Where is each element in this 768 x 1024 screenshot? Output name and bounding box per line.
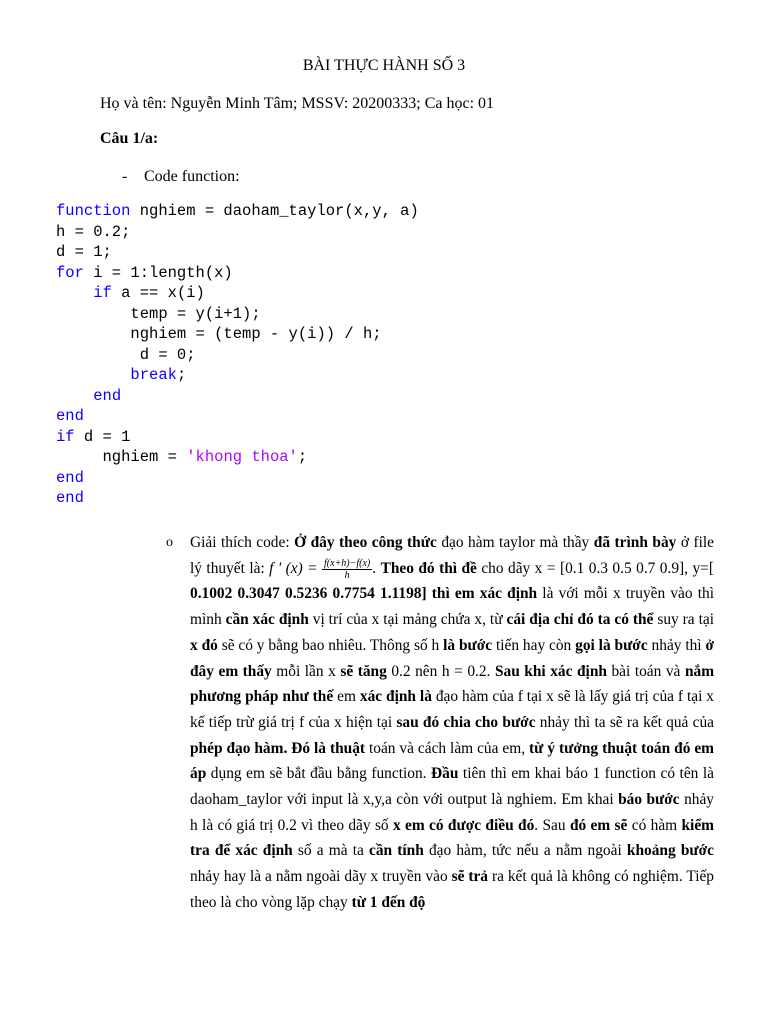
- bold-run: cần tính: [369, 842, 424, 860]
- bullet-code-function: [122, 168, 240, 186]
- code-line: [56, 468, 419, 489]
- code-keyword: if: [93, 284, 112, 302]
- bold-run: Đầu: [431, 765, 459, 783]
- code-text: nghiem = (temp - y(i)) / h;: [56, 325, 382, 343]
- code-keyword: end: [93, 386, 122, 405]
- text-run: mỗi lần x: [271, 662, 341, 680]
- formula-denominator: h: [344, 569, 350, 581]
- text-run: sẽ có y bằng bao nhiêu. Thông số h: [217, 636, 444, 654]
- bold-run: x đó: [190, 636, 218, 654]
- code-string: 'khong thoa': [186, 448, 298, 466]
- bold-run: đã trình bày: [593, 534, 677, 551]
- bold-run: từ ý tưởng thuật toán đó em áp: [190, 739, 714, 783]
- code-line: [56, 242, 419, 263]
- bold-run: cần xác định: [225, 611, 309, 629]
- code-line: [56, 406, 419, 427]
- bullet-dash: -: [122, 168, 128, 185]
- code-line: [56, 263, 419, 284]
- formula-lhs: f ' (x) =: [269, 559, 323, 577]
- text-run: có hàm: [627, 816, 682, 834]
- code-text: nghiem = daoham_taylor(x,y, a): [130, 202, 419, 220]
- code-text: h = 0.2;: [56, 222, 131, 241]
- text-run: vị trí của x tại mảng chứa x, từ: [308, 611, 507, 629]
- bold-run: Sau khi xác định: [494, 662, 607, 680]
- text-run: đạo hàm, tức nếu a nằm ngoài: [423, 842, 627, 860]
- text-run: dụng em sẽ bắt đầu bằng function.: [206, 765, 432, 783]
- text-run: nhảy hay là a nằm ngoài dãy x truyền vào: [190, 868, 452, 886]
- text-run: nhảy h là có giá trị 0.2 vì theo dãy số: [190, 791, 714, 834]
- text-run: đạo hàm taylor mà thầy: [436, 534, 594, 551]
- code-keyword: end: [56, 468, 84, 487]
- code-text: i = 1:length(x): [83, 263, 233, 282]
- bold-run: gọi là bước: [575, 636, 648, 654]
- code-line: [56, 283, 419, 304]
- bold-run: x em có được điều đó: [392, 816, 535, 834]
- code-keyword: for: [56, 263, 84, 282]
- code-explanation: [166, 530, 715, 916]
- text-run: 0.2 nên h = 0.2.: [386, 662, 495, 680]
- bold-run: sẽ tăng: [340, 662, 387, 680]
- text-run: suy ra tại: [653, 611, 714, 629]
- bold-run: Ở đây theo công thức: [294, 534, 437, 551]
- code-keyword: end: [56, 489, 84, 507]
- code-keyword: end: [56, 407, 84, 425]
- code-text: a == x(i): [111, 284, 205, 302]
- text-run: Giải thích code:: [190, 534, 295, 551]
- formula-numerator: f(x+h)−f(x): [324, 557, 371, 569]
- code-line: [56, 304, 419, 325]
- bold-run: kiểm tra để xác định: [190, 816, 714, 860]
- bold-run: đó em sẽ: [569, 816, 628, 834]
- text-run: .: [372, 559, 381, 577]
- text-run: đạo hàm của f tại x sẽ là lấy giá trị của f tại x kế tiếp trừ giá trị f của x hiện tại: [190, 688, 715, 731]
- bold-run: phép đạo hàm. Đó là thuật: [190, 739, 366, 757]
- text-run: cho dãy x = [0.1 0.3 0.5 0.7 0.9], y=[: [476, 559, 714, 577]
- code-line: [56, 488, 419, 509]
- code-line: [56, 447, 419, 468]
- text-run: toán và cách làm của em,: [365, 739, 530, 757]
- code-line: [56, 427, 419, 448]
- code-indent: [56, 366, 130, 384]
- code-text: ;: [176, 366, 187, 384]
- bold-run: báo bước: [618, 791, 680, 809]
- bold-run: Theo đó thì đề: [380, 559, 477, 577]
- bold-run: khoảng bước: [626, 842, 715, 860]
- bullet-text: Code function:: [144, 168, 240, 185]
- text-run: em: [333, 688, 360, 706]
- text-run: tiến hay còn: [492, 636, 576, 654]
- text-run: tiên thì em khai báo 1 function có tên là daoham_taylor với input là x,y,a còn với output là nghiem. Em khai: [190, 765, 714, 809]
- code-keyword: if: [56, 427, 75, 446]
- code-line: [56, 222, 419, 243]
- code-indent: [56, 284, 93, 302]
- document-title: BÀI THỰC HÀNH SỐ 3: [302, 57, 466, 74]
- code-text: d = 1: [74, 427, 131, 446]
- code-indent: [56, 387, 93, 405]
- bold-run: từ 1 đến độ: [351, 893, 426, 911]
- code-keyword: break: [130, 366, 177, 384]
- formula-fraction: [322, 558, 372, 581]
- text-run: số a mà ta: [292, 842, 370, 860]
- bold-run: 0.1002 0.3047 0.5236 0.7754 1.1198] thì em xác định: [190, 585, 538, 603]
- student-info: Họ và tên: Nguyễn Minh Tâm; MSSV: 20200333; Ca học: 01: [100, 95, 495, 112]
- bold-run: là bước: [443, 636, 493, 654]
- bold-run: cái địa chỉ đó ta có thể: [506, 611, 654, 629]
- bold-run: xác định là: [359, 688, 432, 706]
- code-line: [56, 201, 419, 222]
- text-run: ở file lý thuyết là:: [190, 534, 714, 577]
- question-heading: Câu 1/a:: [100, 130, 159, 147]
- code-line: [56, 365, 419, 386]
- bold-run: nắm phương pháp như thế: [190, 662, 715, 706]
- code-text: ;: [297, 448, 308, 466]
- code-line: [56, 386, 419, 407]
- code-line: [56, 345, 419, 366]
- code-block: [56, 201, 419, 509]
- code-keyword: function: [56, 202, 131, 220]
- text-run: nhảy thì ta sẽ ra kết quả của: [535, 713, 714, 731]
- circle-bullet: o: [166, 535, 173, 550]
- bold-run: sẽ trả: [451, 868, 489, 886]
- code-line: [56, 324, 419, 345]
- code-text: d = 0;: [56, 345, 196, 364]
- code-text: nghiem =: [56, 448, 187, 466]
- text-run: bài toán và: [606, 662, 685, 680]
- bold-run: ở đây em thấy: [190, 636, 714, 680]
- text-run: là với mỗi x truyền vào thì mình: [190, 585, 714, 629]
- text-run: ra kết quả là không có nghiệm. Tiếp theo là cho vòng lặp chạy: [190, 868, 714, 911]
- code-text: temp = y(i+1);: [56, 304, 261, 323]
- bold-run: sau đó chia cho bước: [396, 713, 536, 731]
- code-text: d = 1;: [56, 243, 112, 261]
- text-run: nhảy thì: [647, 636, 706, 654]
- text-run: . Sau: [534, 816, 570, 834]
